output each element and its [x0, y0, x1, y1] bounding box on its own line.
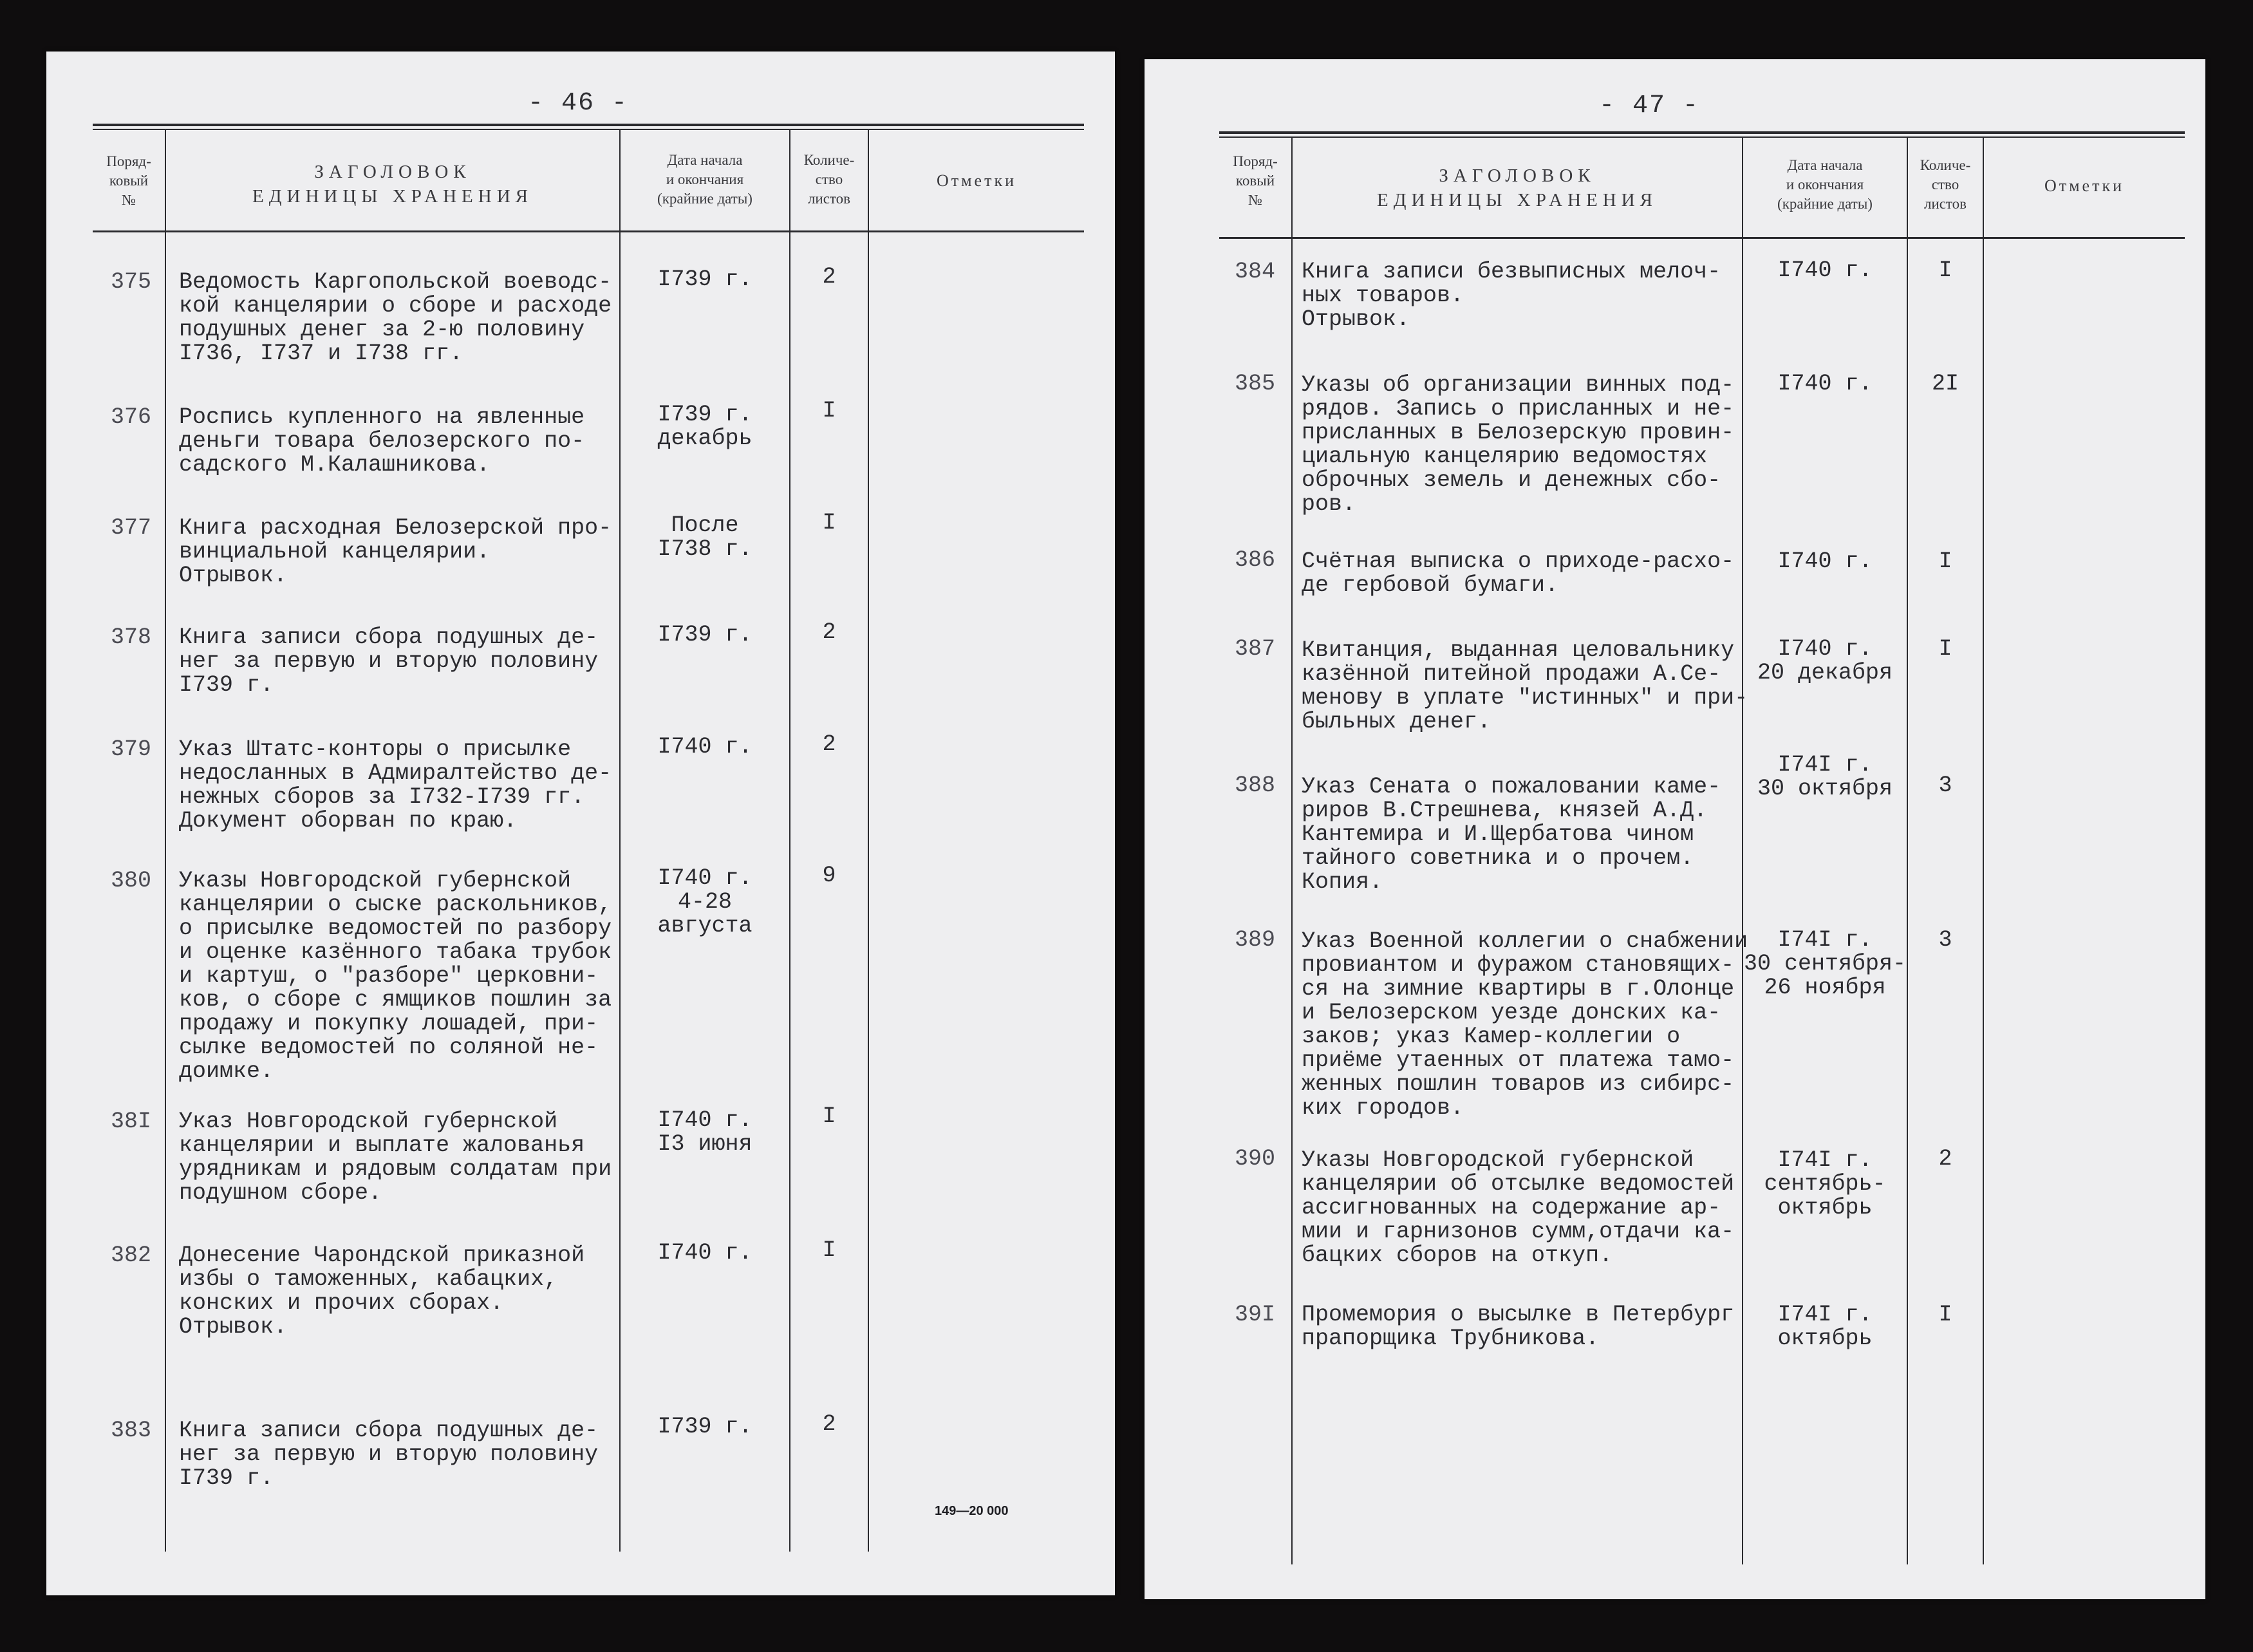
entry-date: I74I г. сентябрь- октябрь	[1764, 1147, 1886, 1221]
entry-count: 3	[1938, 773, 1952, 798]
header-count: Количе- ство листов	[803, 152, 855, 207]
entry-num: 376	[111, 404, 152, 430]
entry-date: I739 г.	[657, 622, 753, 648]
entry-count: 2	[1938, 1146, 1952, 1172]
entry-num: 382	[111, 1243, 152, 1268]
entry-num: 386	[1235, 547, 1276, 573]
entry-count: I	[822, 1237, 836, 1263]
entry-title: Промемория о высылке в Петербург прапорщика Трубникова.	[1302, 1302, 1735, 1351]
header-title: ЗАГОЛОВОК ЕДИНИЦЫ ХРАНЕНИЯ	[1377, 165, 1658, 211]
header-top-rule	[1219, 131, 2185, 134]
header-bottom-rule	[93, 230, 1084, 232]
entry-count: 9	[822, 863, 836, 888]
entry-num: 378	[111, 624, 152, 650]
entry-count: I	[822, 398, 836, 424]
header-notes: Отметки	[2044, 176, 2125, 195]
column-divider-num	[165, 129, 166, 1552]
header-title: ЗАГОЛОВОК ЕДИНИЦЫ ХРАНЕНИЯ	[252, 162, 533, 207]
entry-count: 2	[822, 619, 836, 645]
entry-date: После I738 г.	[657, 512, 753, 562]
entry-title: Указы Новгородской губернской канцелярии об отсылке ведомостей ассигнованных на содержание ар- мии и гарнизонов сумм,отдачи ка- бацких сборов на откуп.	[1302, 1147, 1735, 1268]
entry-date: I740 г.	[1777, 549, 1873, 574]
entry-title: Книга записи сбора подушных де- нег за первую и вторую половину I739 г.	[179, 1418, 599, 1491]
header-top-rule	[93, 124, 1084, 126]
entry-title: Ведомость Каргопольской воеводс- кой канцелярии о сборе и расходе подушных денег за 2-ю половину I736, I737 и I738 гг.	[179, 269, 612, 366]
entry-title: Роспись купленного на явленные деньги товара белозерского по- садского М.Калашникова.	[179, 404, 585, 478]
entry-num: 39I	[1235, 1302, 1276, 1328]
entry-title: Указ Военной коллегии о снабжении провиантом и фуражом становящих- ся на зимние квартиры в г.Олонце и Белозерском уезде донских ка- заков; указ Камер-коллегии о приёме утаенных от платежа тамо- женных пошлин товаров из сибирс- ких городов.	[1302, 928, 1748, 1121]
header-count: Количе- ство листов	[1920, 157, 1971, 212]
page-number: - 47 -	[1599, 91, 1700, 120]
page-number: - 46 -	[528, 89, 629, 118]
entry-date: I739 г.	[657, 267, 753, 292]
entry-count: I	[822, 1103, 836, 1129]
entry-count: I	[1938, 258, 1952, 283]
entry-num: 377	[111, 515, 152, 541]
header-top-rule-thin	[93, 129, 1084, 130]
printer-mark: 149—20 000	[935, 1504, 1009, 1518]
header-num: Поряд- ковый №	[106, 153, 151, 208]
entry-date: I74I г. 30 октября	[1757, 752, 1893, 802]
entry-title: Указ Штатс-конторы о присылке недосланных в Адмиралтейство де- нежных сборов за I732-I739 гг. Документ оборван по краю.	[179, 737, 612, 834]
entry-num: 388	[1235, 773, 1276, 798]
entry-count: I	[822, 510, 836, 536]
header-bottom-rule	[1219, 237, 2185, 239]
entry-num: 384	[1235, 259, 1276, 285]
column-divider-date	[789, 129, 790, 1552]
entry-date: I740 г.	[657, 734, 753, 760]
entry-date: I740 г.	[1777, 258, 1873, 283]
entry-title: Книга записи сбора подушных де- нег за первую и вторую половину I739 г.	[179, 624, 599, 698]
entry-count: I	[1938, 549, 1952, 574]
entry-num: 375	[111, 269, 152, 295]
column-divider-title	[619, 129, 621, 1552]
entry-title: Указ Новгородской губернской канцелярии и выплате жалованья урядникам и рядовым солдатам при подушном сборе.	[179, 1109, 612, 1206]
column-divider-date	[1907, 136, 1908, 1564]
entry-count: I	[1938, 636, 1952, 662]
entry-count: 3	[1938, 927, 1952, 953]
entry-date: I740 г.	[1777, 371, 1873, 397]
entry-count: 2	[822, 264, 836, 290]
entry-num: 383	[111, 1418, 152, 1443]
entry-date: I739 г. декабрь	[657, 402, 753, 451]
entry-count: 2	[822, 1411, 836, 1437]
entry-title: Указы Новгородской губернской канцелярии о сыске раскольников, о присылке ведомостей по разбору и оценке казённого табака трубок и картуш, о "разборе" церковни- ков, о сборе с ямщиков пошлин за продажу и покупку лошадей, при- сылке ведомостей по соляной не- доимке.	[179, 868, 612, 1084]
entry-count: 2	[822, 731, 836, 757]
entry-num: 38I	[111, 1109, 152, 1134]
archive-page-46	[46, 52, 1115, 1595]
column-divider-count	[868, 129, 869, 1552]
entry-title: Указ Сената о пожаловании каме- риров В.Стрешнева, князей А.Д. Кантемира и И.Щербатова чином тайного советника и о прочем. Копия.	[1302, 774, 1721, 895]
column-divider-num	[1291, 136, 1293, 1564]
entry-title: Донесение Чарондской приказной избы о таможенных, кабацких, конских и прочих сборах. Отрывок.	[179, 1243, 585, 1340]
entry-date: I740 г. 4-28 августа	[657, 865, 753, 939]
header-dates: Дата начала и окончания (крайние даты)	[657, 152, 753, 207]
entry-num: 379	[111, 737, 152, 762]
entry-title: Квитанция, выданная целовальнику казённой питейной продажи А.Се- менову в уплате "истинных" и при- быльных денег.	[1302, 637, 1748, 735]
entry-num: 390	[1235, 1146, 1276, 1172]
column-divider-count	[1983, 136, 1984, 1564]
header-top-rule-thin	[1219, 136, 2185, 138]
header-dates: Дата начала и окончания (крайние даты)	[1777, 157, 1873, 212]
entry-num: 389	[1235, 927, 1276, 953]
entry-title: Счётная выписка о приходе-расхо- де гербовой бумаги.	[1302, 549, 1735, 598]
entry-title: Указы об организации винных под- рядов. Запись о присланных и не- присланных в Белозерскую провин- циальную канцелярию ведомостях оброчных земель и денежных сбо- ров.	[1302, 372, 1735, 517]
entry-title: Книга расходная Белозерской про- винциальной канцелярии. Отрывок.	[179, 515, 612, 588]
entry-date: I74I г. октябрь	[1777, 1302, 1873, 1351]
entry-num: 385	[1235, 371, 1276, 397]
entry-date: I739 г.	[657, 1414, 753, 1440]
entry-date: I74I г. 30 сентября- 26 ноября	[1743, 927, 1907, 1000]
entry-date: I740 г. I3 июня	[657, 1107, 753, 1157]
entry-count: I	[1938, 1302, 1952, 1328]
entry-date: I740 г. 20 декабря	[1757, 636, 1893, 686]
header-notes: Отметки	[936, 171, 1017, 190]
entry-num: 387	[1235, 636, 1276, 662]
entry-count: 2I	[1931, 371, 1959, 397]
entry-date: I740 г.	[657, 1240, 753, 1266]
entry-num: 380	[111, 868, 152, 894]
entry-title: Книга записи безвыписных мелоч- ных товаров. Отрывок.	[1302, 259, 1721, 332]
header-num: Поряд- ковый №	[1233, 153, 1278, 208]
archive-page-47	[1145, 59, 2205, 1599]
